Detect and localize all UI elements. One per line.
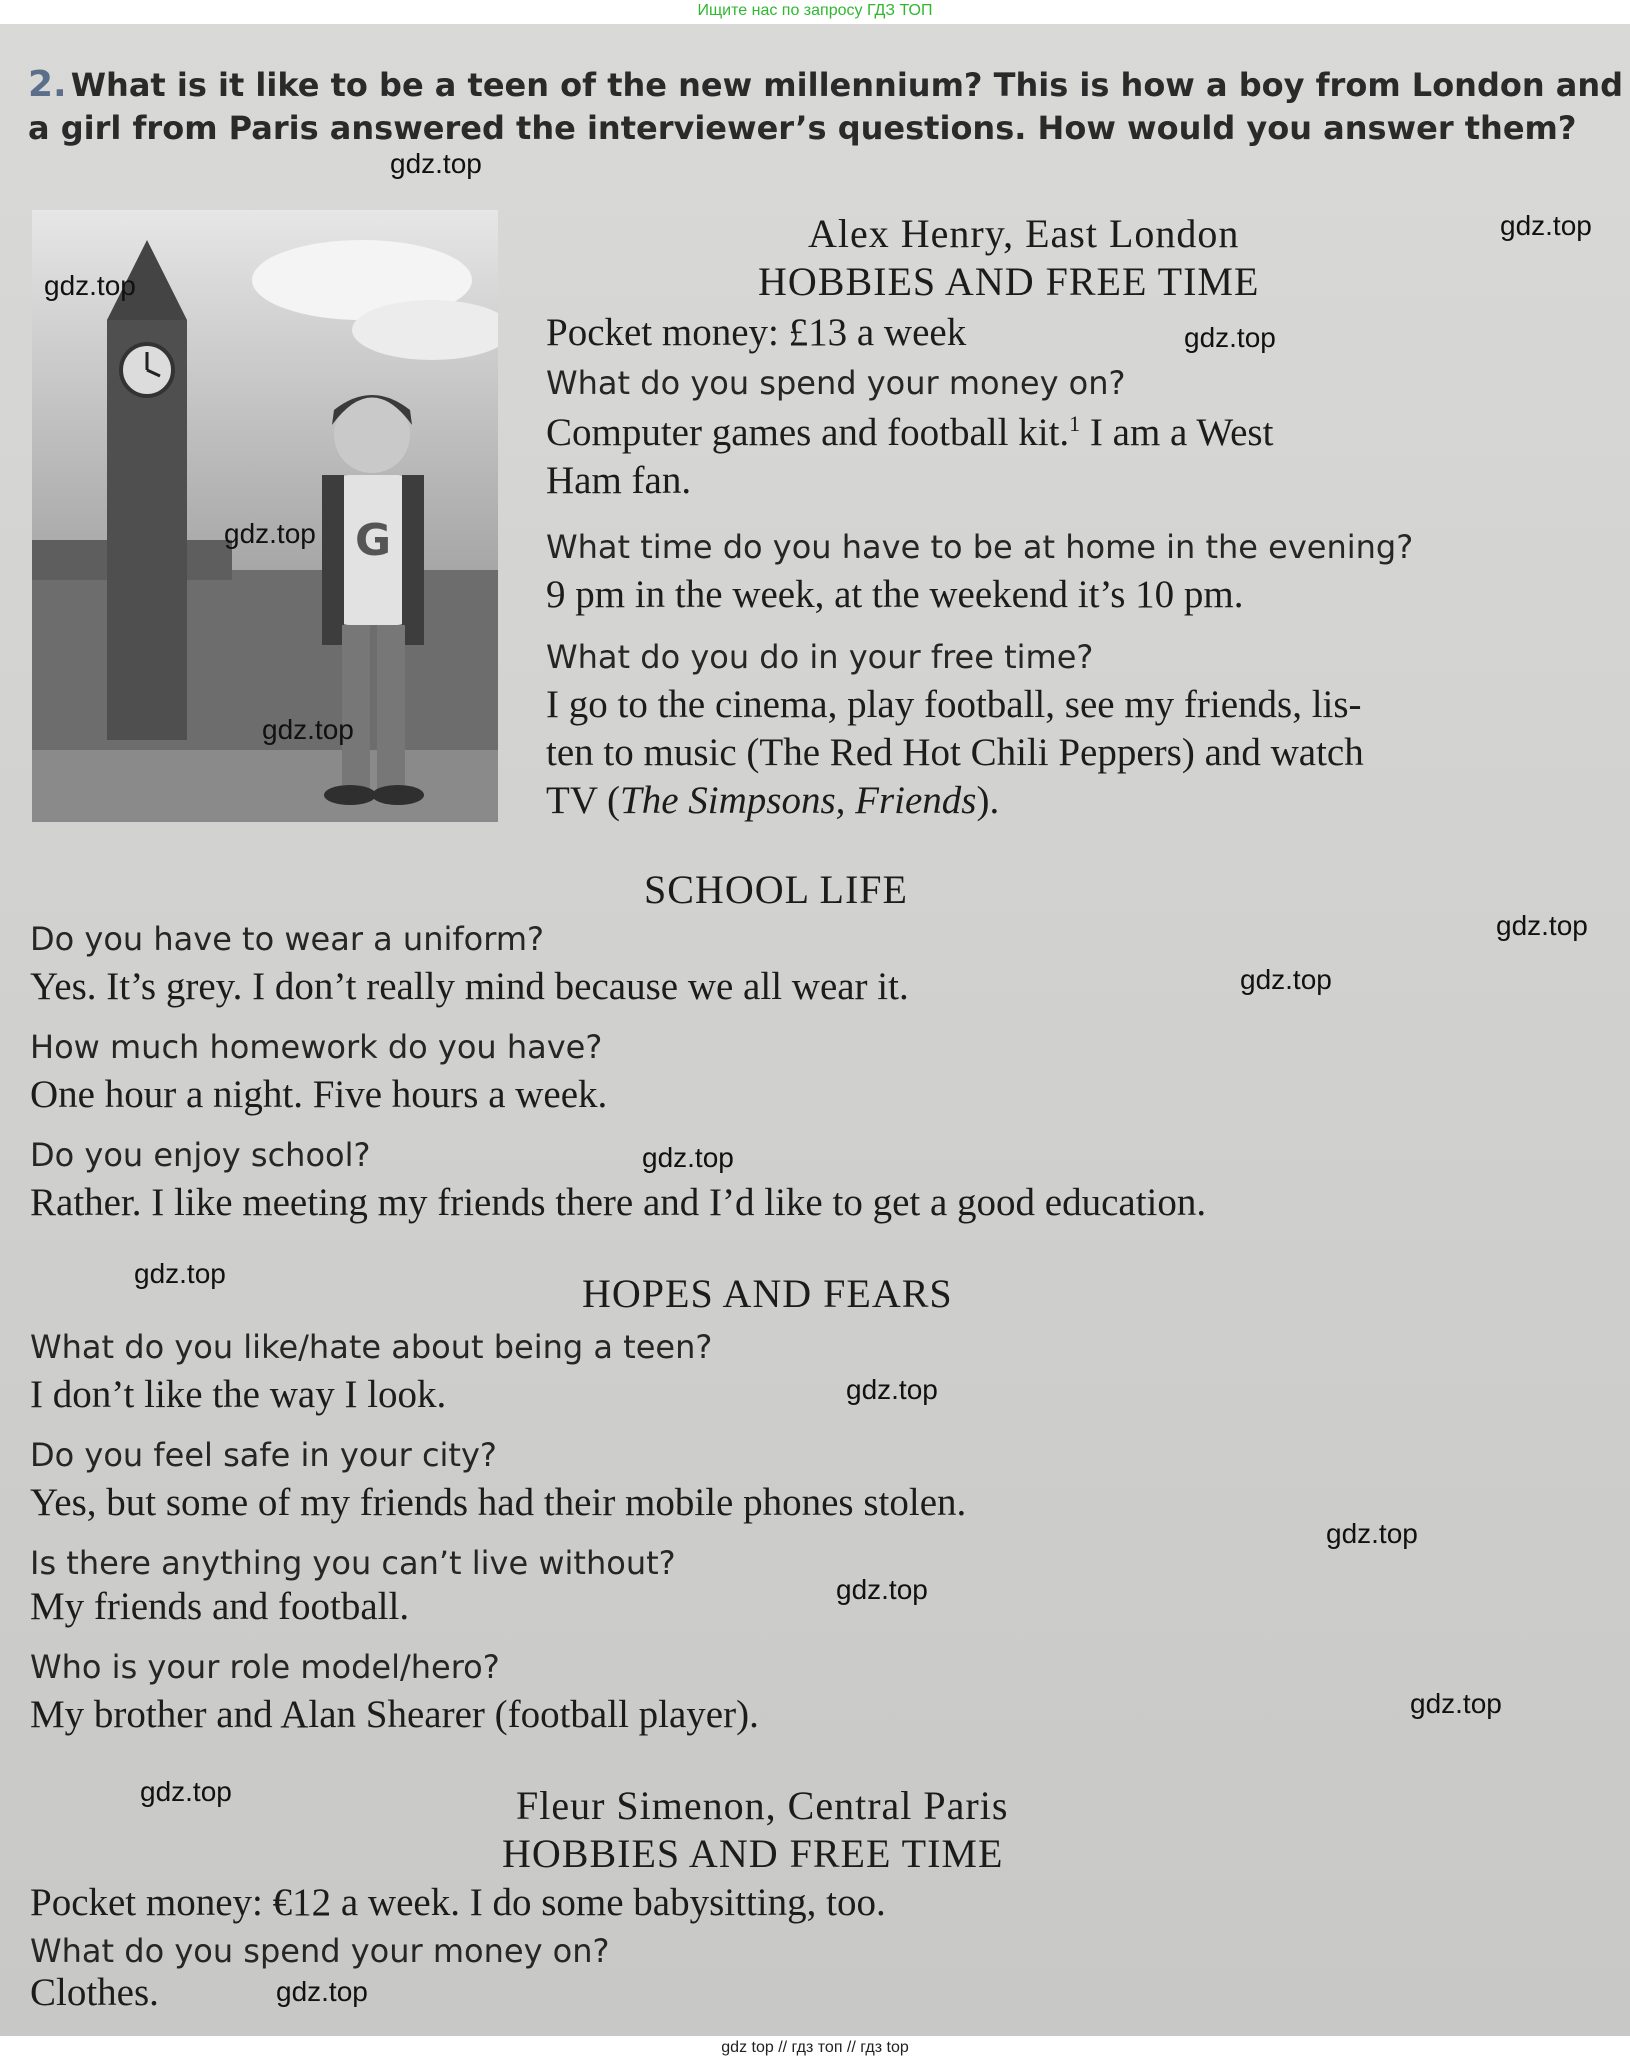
top-banner: Ищите нас по запросу ГДЗ ТОП: [697, 2, 933, 19]
boy-shoe-right: [372, 785, 424, 805]
alex-a-spend-2: Ham fan.: [546, 459, 692, 502]
footnote-mark: 1: [1069, 411, 1081, 436]
watermark: gdz.top: [642, 1142, 734, 1173]
watermark: gdz.top: [1326, 1518, 1418, 1549]
alex-school-heading: SCHOOL LIFE: [644, 867, 908, 912]
alex-q-like: What do you like/hate about being a teen?: [30, 1328, 713, 1366]
alex-q-hero: Who is your role model/hero?: [30, 1648, 500, 1686]
watermark: gdz.top: [44, 270, 136, 301]
alex-q-spend: What do you spend your money on?: [546, 364, 1126, 402]
fleur-hobbies-heading: HOBBIES AND FREE TIME: [502, 1831, 1004, 1876]
watermark: gdz.top: [224, 518, 316, 549]
watermark: gdz.top: [1500, 210, 1592, 241]
boy-leg-right: [377, 625, 405, 790]
textbook-page: [0, 24, 1630, 2036]
alex-a-without: My friends and football.: [30, 1585, 410, 1628]
alex-a-free-3-pre: TV (: [546, 779, 621, 822]
watermark: gdz.top: [836, 1574, 928, 1605]
alex-a-spend-text: Computer games and football kit.: [546, 411, 1070, 454]
task-text-2: a girl from Paris answered the interviewer’s questions. How would you answer them?: [28, 109, 1577, 147]
task-text-1: What is it like to be a teen of the new millennium? This is how a boy from London and: [70, 66, 1624, 104]
fleur-q-spend: What do you spend your money on?: [30, 1932, 610, 1970]
watermark: gdz.top: [1184, 322, 1276, 353]
alex-q-uniform: Do you have to wear a uniform?: [30, 920, 544, 958]
alex-a-home: 9 pm in the week, at the weekend it’s 10 pm.: [546, 573, 1244, 616]
alex-a-free-3-post: ).: [976, 779, 1000, 822]
fleur-a-spend: Clothes.: [30, 1971, 159, 2014]
boy-jacket-right: [402, 475, 424, 645]
watermark: gdz.top: [276, 1976, 368, 2007]
alex-hopes-heading: HOPES AND FEARS: [582, 1271, 953, 1316]
watermark: gdz.top: [1410, 1688, 1502, 1719]
alex-name: Alex Henry, East London: [808, 211, 1240, 256]
watermark: gdz.top: [1496, 910, 1588, 941]
boy-leg-left: [342, 625, 370, 790]
boy-jacket-left: [322, 475, 344, 645]
watermark: gdz.top: [846, 1374, 938, 1405]
alex-a-enjoy: Rather. I like meeting my friends there and I’d like to get a good education.: [30, 1181, 1207, 1224]
watermark: gdz.top: [390, 148, 482, 179]
alex-pocket-money: Pocket money: £13 a week: [546, 311, 967, 354]
watermark: gdz.top: [262, 714, 354, 745]
boy-shoe-left: [324, 785, 376, 805]
alex-a-free-3: [546, 778, 999, 823]
shirt-letter: G: [354, 515, 392, 566]
alex-a-uniform: Yes. It’s grey. I don’t really mind because we all wear it.: [30, 965, 909, 1008]
watermark: gdz.top: [1240, 964, 1332, 995]
alex-a-spend-1: [546, 410, 1273, 455]
alex-q-free: What do you do in your free time?: [546, 638, 1094, 676]
alex-a-spend-text-b: I am a West: [1080, 411, 1274, 454]
alex-a-like: I don’t like the way I look.: [30, 1373, 447, 1416]
fleur-pocket-money: Pocket money: €12 a week. I do some babysitting, too.: [30, 1881, 886, 1924]
alex-a-safe: Yes, but some of my friends had their mobile phones stolen.: [30, 1481, 967, 1524]
alex-q-safe: Do you feel safe in your city?: [30, 1436, 497, 1474]
alex-q-home: What time do you have to be at home in the evening?: [546, 528, 1414, 566]
fleur-name: Fleur Simenon, Central Paris: [516, 1783, 1009, 1828]
bottom-banner: gdz top // гдз топ // гдз top: [0, 2036, 1630, 2060]
task-line-1: [28, 64, 1623, 105]
alex-a-free-1: I go to the cinema, play football, see my friends, lis-: [546, 683, 1362, 726]
alex-q-enjoy: Do you enjoy school?: [30, 1136, 371, 1174]
alex-q-homework: How much homework do you have?: [30, 1028, 603, 1066]
alex-a-homework: One hour a night. Five hours a week.: [30, 1073, 608, 1116]
alex-hobbies-heading: HOBBIES AND FREE TIME: [758, 259, 1260, 304]
street: [32, 750, 498, 822]
alex-q-without: Is there anything you can’t live without?: [30, 1544, 676, 1582]
alex-a-free-3-italic: The Simpsons, Friends: [620, 779, 977, 822]
alex-a-hero: My brother and Alan Shearer (football player).: [30, 1693, 759, 1736]
watermark: gdz.top: [140, 1776, 232, 1807]
watermark: gdz.top: [134, 1258, 226, 1289]
task-number: 2.: [28, 64, 67, 105]
alex-a-free-2: ten to music (The Red Hot Chili Peppers) and watch: [546, 731, 1364, 774]
